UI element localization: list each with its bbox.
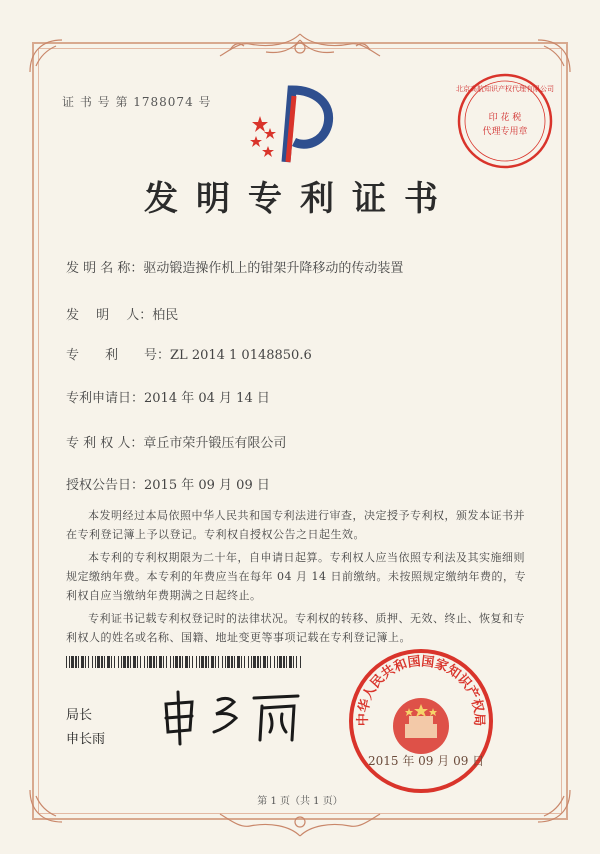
- field-grant-date: [66, 474, 270, 493]
- field-label: 专利申请日：: [66, 391, 145, 406]
- corner-ornament-icon: [534, 36, 574, 76]
- stamp-line1: 北京高航知识产权代理有限公司: [456, 85, 554, 93]
- field-value: 柏民: [152, 308, 179, 323]
- body-paragraph: 本专利的专利权期限为二十年，自申请日起算。专利权人应当依照专利法及其实施细则规定缴纳年费。本专利的年费应当在每年 04 月 14 日前缴纳。未按照规定缴纳年费的，专利权自应当缴纳年费期满之日起终止。: [66, 551, 526, 602]
- field-value: 章丘市荣升锻压有限公司: [143, 436, 287, 451]
- barcode-icon: [66, 656, 304, 668]
- body-paragraph: 本发明经过本局依照中华人民共和国专利法进行审查，决定授予专利权，颁发本证书并在专利登记簿上予以登记。专利权自授权公告之日起生效。: [66, 509, 525, 541]
- body-paragraph: 专利证书记载专利权登记时的法律状况。专利权的转移、质押、无效、终止、恢复和专利权人的姓名或名称、国籍、地址变更等事项记载在专利登记簿上。: [66, 612, 525, 644]
- seal-date: 2015 年 09 月 09 日: [368, 754, 485, 768]
- field-inventor: [66, 304, 178, 323]
- field-label: 专 利 权 人：: [66, 436, 144, 451]
- director-name: 申长雨: [66, 732, 106, 747]
- patent-office-logo-icon: [246, 84, 346, 168]
- director-signature-icon: [158, 686, 308, 746]
- svg-text:中华人民共和国国家知识产权局: 中华人民共和国国家知识产权局: [355, 654, 487, 727]
- field-value: ZL 2014 1 0148850.6: [170, 348, 312, 363]
- field-application-date: [66, 387, 270, 406]
- director-title: 局长: [66, 708, 93, 723]
- field-label: 授权公告日：: [66, 478, 145, 493]
- field-label: 专 利 号：: [66, 348, 171, 363]
- corner-ornament-icon: [26, 36, 66, 76]
- stamp-line2: 印 花 税: [488, 113, 522, 123]
- field-value: 2014 年 04 月 14 日: [144, 391, 270, 406]
- field-patent-number: [66, 344, 312, 363]
- agency-stamp: [456, 72, 554, 170]
- official-seal-icon: [346, 646, 496, 796]
- certificate-body: [66, 506, 534, 651]
- field-invention-name: [66, 257, 403, 276]
- field-label: 发 明 名 称：: [66, 261, 144, 276]
- field-patentee: [66, 432, 286, 451]
- field-label: 发 明 人：: [66, 308, 153, 323]
- page-title: 发明专利证书: [144, 179, 456, 219]
- top-ornament-icon: [200, 30, 400, 64]
- field-value: 驱动锻造操作机上的钳架升降移动的传动装置: [143, 261, 404, 276]
- bottom-ornament-icon: [200, 806, 400, 840]
- stamp-line3: 代理专用章: [482, 127, 528, 137]
- certificate-number: 证 书 号 第 1788074 号: [62, 95, 212, 109]
- page-number: 第 1 页（共 1 页）: [257, 796, 343, 807]
- field-value: 2015 年 09 月 09 日: [144, 478, 270, 493]
